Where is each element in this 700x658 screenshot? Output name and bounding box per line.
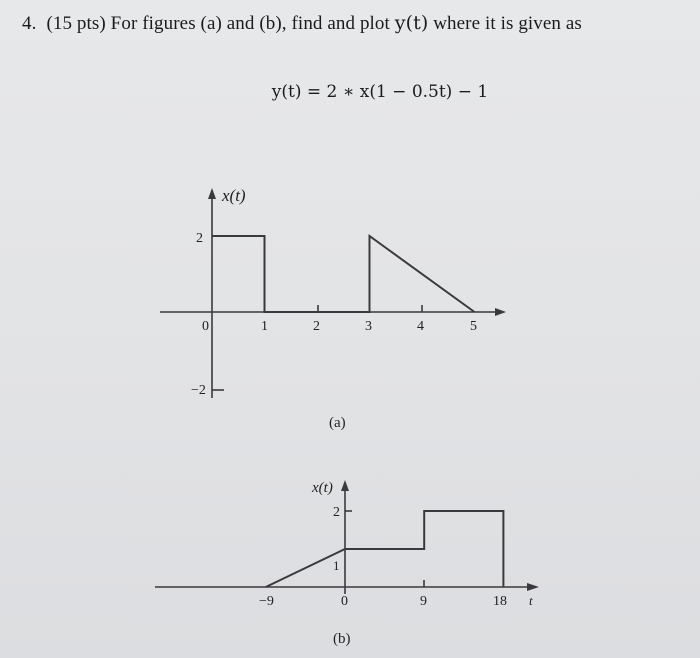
question-text: (15 pts) For figures (a) and (b), find and plot	[46, 13, 395, 34]
figure-b-x-arrow	[527, 583, 539, 591]
figure-a-x-arrow	[495, 308, 506, 316]
figure-b-ytick-2: 2	[333, 505, 340, 520]
figure-b-caption: (b)	[333, 631, 351, 647]
figure-a-xtick-2: 2	[313, 319, 320, 334]
figure-b-ytick-1: 1	[333, 558, 340, 573]
figure-a	[160, 188, 506, 398]
figure-a-ylabel: x(t)	[222, 186, 246, 205]
equation: y(t) = 2 ∗ x(1 − 0.5t) − 1	[271, 82, 489, 102]
figure-a-xtick-4: 4	[417, 319, 424, 334]
figure-a-origin: 0	[202, 319, 209, 334]
figure-b-ylabel: x(t)	[312, 480, 333, 496]
figure-b	[155, 480, 539, 594]
figure-b-signal	[266, 511, 504, 587]
figure-a-xtick-3: 3	[365, 319, 372, 334]
figure-a-xtick-1: 1	[261, 319, 268, 334]
figure-a-caption: (a)	[329, 415, 346, 431]
figure-a-signal	[212, 236, 475, 312]
figure-b-xtick-18: 18	[493, 594, 507, 609]
figure-a-xtick-5: 5	[470, 319, 477, 334]
question-number: 4.	[22, 13, 37, 34]
figure-b-y-arrow	[341, 480, 349, 491]
figure-b-xtick-neg9: −9	[259, 594, 274, 609]
question-text-end: where it is given as	[428, 13, 582, 34]
figure-a-y-arrow	[208, 188, 216, 199]
figure-b-xtick-9: 9	[420, 594, 427, 609]
figure-a-ytick-2: 2	[196, 231, 203, 246]
figure-b-xlabel: t	[529, 593, 533, 608]
figure-b-xtick-0: 0	[341, 594, 348, 609]
figure-a-ytick-neg2: −2	[191, 383, 206, 398]
question-math-y: y(t)	[394, 12, 429, 34]
